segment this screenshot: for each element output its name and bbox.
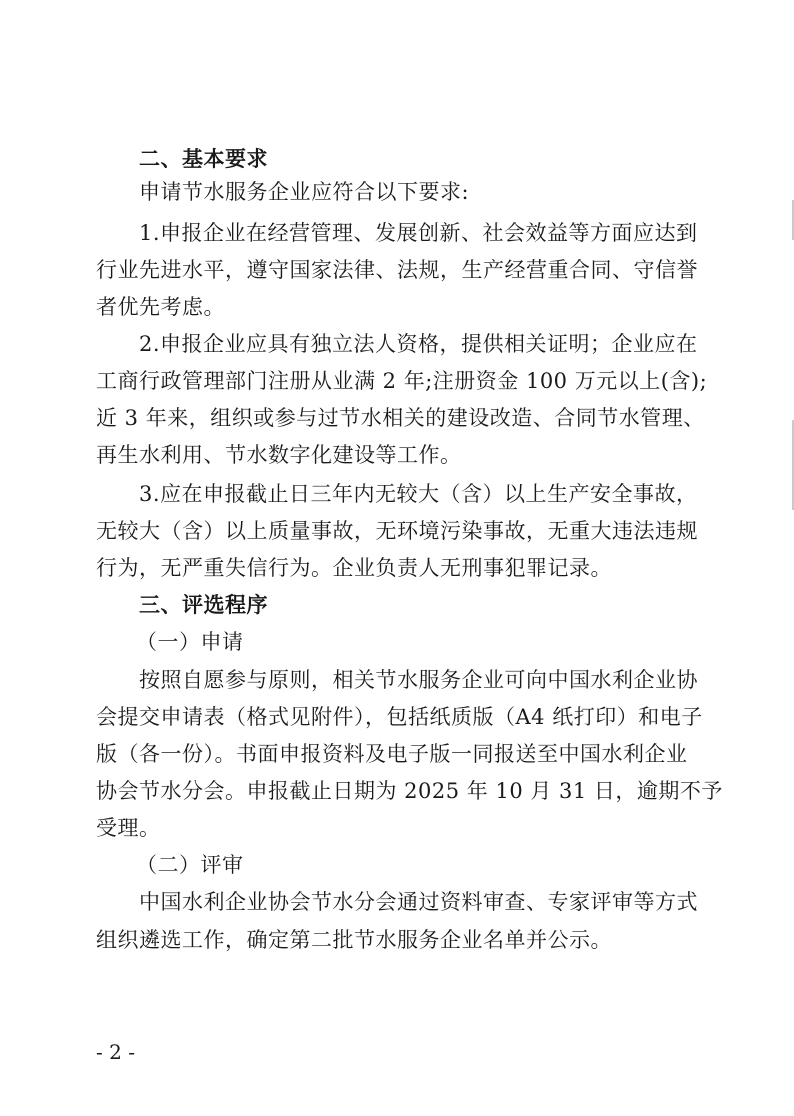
paragraph-line: 中国水利企业协会节水分会通过资料审查、专家评审等方式 bbox=[139, 890, 698, 914]
paragraph-line: 会提交申请表（格式见附件），包括纸质版（A4 纸打印）和电子 bbox=[96, 705, 703, 729]
paragraph-line: 再生水利用、节水数字化建设等工作。 bbox=[96, 443, 462, 467]
paragraph-line: 行业先进水平，遵守国家法律、法规，生产经营重合同、守信誉 bbox=[96, 258, 698, 282]
paragraph-line: 者优先考虑。 bbox=[96, 295, 225, 319]
paragraph-line: 行为，无严重失信行为。企业负责人无刑事犯罪记录。 bbox=[96, 556, 612, 580]
paragraph-line: 版（各一份）。书面申报资料及电子版一同报送至中国水利企业 bbox=[96, 742, 688, 766]
paragraph-line: 按照自愿参与原则，相关节水服务企业可向中国水利企业协 bbox=[139, 668, 698, 692]
paragraph-line: 协会节水分会。申报截止日期为 2025 年 10 月 31 日，逾期不予 bbox=[96, 779, 723, 803]
paragraph-line: 组织遴选工作，确定第二批节水服务企业名单并公示。 bbox=[96, 928, 612, 952]
subheading-review: （二）评审 bbox=[136, 853, 244, 877]
section-heading-selection-procedure: 三、评选程序 bbox=[139, 593, 268, 617]
paragraph-line: 3.应在申报截止日三年内无较大（含）以上生产安全事故， bbox=[139, 482, 698, 506]
subheading-application: （一）申请 bbox=[136, 630, 244, 654]
paragraph-line: 工商行政管理部门注册从业满 2 年;注册资金 100 万元以上(含); bbox=[96, 369, 708, 393]
paragraph-line: 无较大（含）以上质量事故，无环境污染事故，无重大违法违规 bbox=[96, 519, 698, 543]
section-heading-basic-requirements: 二、基本要求 bbox=[139, 147, 268, 171]
page-number: - 2 - bbox=[96, 1040, 135, 1064]
paragraph-line: 申请节水服务企业应符合以下要求: bbox=[139, 180, 470, 204]
paragraph-line: 近 3 年来，组织或参与过节水相关的建设改造、合同节水管理、 bbox=[96, 406, 705, 430]
paragraph-line: 受理。 bbox=[96, 816, 161, 840]
paragraph-line: 1.申报企业在经营管理、发展创新、社会效益等方面应达到 bbox=[139, 221, 698, 245]
paragraph-line: 2.申报企业应具有独立法人资格，提供相关证明；企业应在 bbox=[139, 332, 698, 356]
